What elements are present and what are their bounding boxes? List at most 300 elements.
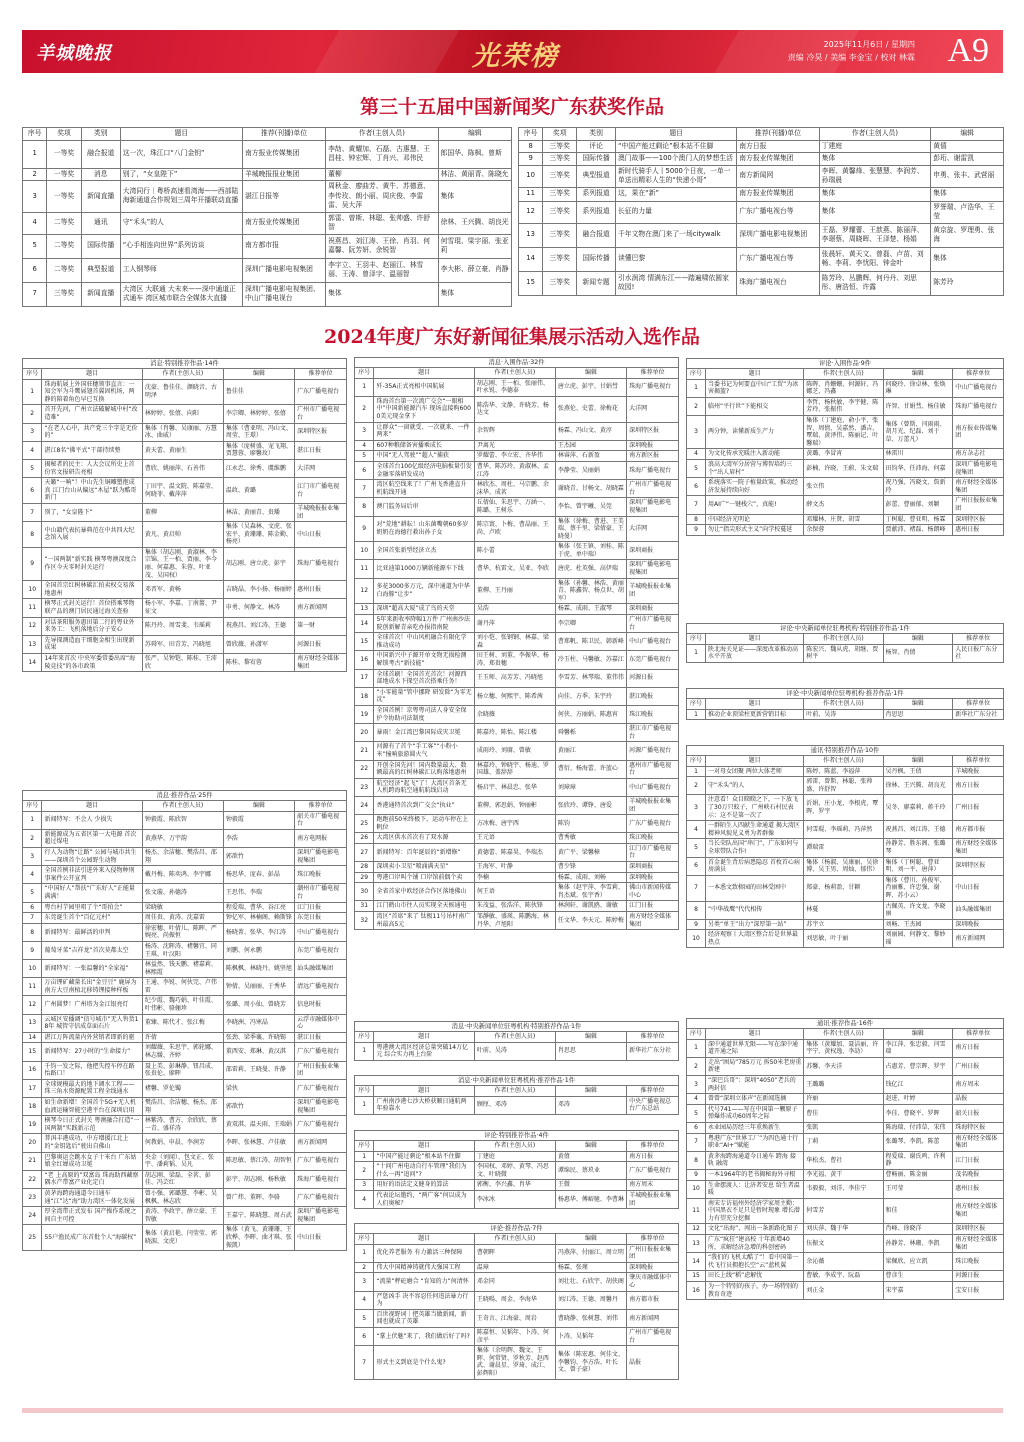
unit: 人民日报广东分社 — [953, 644, 1004, 662]
table-header-row — [23, 801, 347, 812]
editors: 集体 — [438, 282, 511, 306]
unit: 羊城晚报报业集团 — [627, 796, 679, 814]
work-title: 5年来新收率降幅1万件 广州南沙法院创新解青亲吃办报指南院 — [374, 615, 474, 633]
table-row — [23, 884, 347, 902]
award-level: 三等奖 — [543, 140, 577, 153]
column-header: 编辑 — [223, 369, 294, 380]
authors: 何教娟、申晨、李润芳 — [142, 1134, 223, 1152]
unit: 南方新区报 — [627, 451, 679, 462]
table-row — [355, 651, 679, 669]
unit: 深圳广播电影电视集团 — [295, 847, 347, 865]
table-header-row — [687, 756, 1004, 767]
row-number: 12 — [23, 996, 42, 1014]
table-row — [23, 234, 512, 258]
authors: 陈丹玲、周雪斐、韦瑶莉 — [142, 617, 223, 635]
row-number: 7 — [23, 503, 42, 521]
row-number: 9 — [687, 1169, 706, 1180]
editors: 曾广炜、董晖、李骆 — [223, 1188, 294, 1206]
column-header: 推荐单位 — [953, 699, 1004, 710]
editors: 古佩英、许文龙、李晓丽 — [883, 901, 953, 919]
table-row — [519, 247, 1004, 271]
table-caption: 消息·中央新闻单位驻粤机构·推荐作品·1件 — [354, 1075, 679, 1085]
category: 评论 — [577, 140, 616, 153]
editors: 王嘉宁、陈晓慧、周占武 — [223, 1207, 294, 1225]
unit: 茂名晚报 — [953, 1169, 1004, 1180]
authors: 成雨玲、刘赓、曾敏 — [474, 742, 555, 760]
table-row — [355, 687, 679, 705]
row-number: 8 — [687, 901, 706, 919]
editors: 曹畅丽、陈金丽 — [883, 1169, 953, 1180]
work-title: 航空经济“起飞”了！大湾区首条无人机跨海航空通航航线启动 — [374, 778, 474, 796]
category: 新闻直播 — [81, 181, 120, 213]
authors: 叶前、吴涛 — [804, 709, 883, 720]
column-header: 推荐单位 — [953, 1029, 1004, 1040]
row-number: 16 — [687, 1282, 706, 1300]
authors: 刘思敏、叶于丽 — [804, 930, 883, 948]
table-row — [355, 1273, 679, 1291]
column-header: 作者(主创人员) — [474, 1234, 555, 1245]
table-row — [687, 1039, 1004, 1057]
editors: 江永忠、徐秀、虞维鹏 — [223, 459, 294, 477]
column-header: 序号 — [687, 369, 706, 380]
row-number: 6 — [23, 478, 42, 504]
award-section-title: 第三十五届中国新闻奖广东获奖作品 — [359, 96, 664, 118]
row-number: 27 — [355, 843, 374, 861]
row-number: 25 — [23, 1225, 42, 1251]
selection-table — [686, 358, 1004, 536]
column-header: 题目 — [706, 756, 804, 767]
editors: 申勇、张丰、武营丽 — [931, 165, 1004, 187]
table-row — [519, 153, 1004, 166]
authors: 纪少霞、魏巧娟、叶佳霞、叶伟彬、骆俪珍 — [142, 996, 223, 1014]
editors: 任文华、李天元、陈婷梅 — [555, 912, 626, 930]
column-header: 序号 — [519, 128, 543, 141]
award-level: 一等奖 — [47, 140, 81, 168]
unit: 新华社广东分社 — [627, 1042, 679, 1060]
work-title: 中国新兴中子源开单文物无损检测 解锁考古“新技能” — [374, 651, 474, 669]
unit: 湛江日报等 — [243, 181, 326, 213]
authors: 伍振文 — [804, 1235, 883, 1253]
unit: 珠海特区报 — [953, 1122, 1004, 1133]
unit: 汕头融媒集团 — [953, 901, 1004, 919]
row-number: 4 — [355, 1291, 374, 1309]
editors: 曹少锋 — [555, 862, 626, 873]
editors: 集体（吴森林、文虎、张宏平、黄珊珊、陈金勤、杨亮） — [223, 522, 294, 548]
column-header: 推荐单位 — [627, 368, 679, 379]
issue-date: 2025年11月6日 / 星期四 — [823, 40, 915, 49]
editors: 许智、甘娟彗、杨佳敏 — [883, 397, 953, 415]
column-header: 序号 — [23, 128, 47, 141]
editors: 刘江涛、王德、周馨丹 — [555, 1291, 626, 1309]
table-row — [687, 1224, 1004, 1235]
work-title: 田长上线“稻”虑解忧 — [706, 1271, 804, 1282]
selection-table — [354, 357, 679, 930]
editors: 集体（庞树盛、宠飞翔、贾慧蓉、廖馨玫） — [223, 441, 294, 459]
newspaper-logo: 羊城晚报 — [36, 43, 112, 64]
work-title: 新闻特写：27小时的“生命接力” — [42, 1043, 142, 1061]
editors: 陈桂、黎宥蓉 — [223, 654, 294, 672]
table-row — [519, 223, 1004, 247]
row-number: 1 — [687, 644, 706, 662]
authors: 李晖、黄馨烽、张慧慧、李润芳、孙瑞晨 — [819, 165, 931, 187]
unit: 珠海广播电视台 — [295, 1170, 347, 1188]
work-title: 当委书记为何要直中山“工贸”为冰害揭篮? — [706, 379, 804, 397]
row-number: 6 — [687, 478, 706, 496]
award-level: 三等奖 — [543, 153, 577, 166]
editors: 张璐琴、李凯、陈蕾 — [883, 1133, 953, 1151]
column-header: 题目 — [706, 634, 804, 645]
table-row — [355, 1042, 679, 1060]
row-number: 15 — [687, 1271, 706, 1282]
unit: 珠海广播电视台 — [627, 378, 679, 396]
row-number: 5 — [687, 839, 706, 857]
table-caption: 消息·入围作品·32件 — [354, 357, 679, 367]
category: 消息 — [81, 168, 120, 181]
row-number: 18 — [23, 1098, 42, 1116]
work-title: 中山籍代表抗暴典范在中共四大纪念馆入展 — [42, 522, 142, 548]
authors: 董柳、王丹丽 — [474, 578, 555, 604]
row-number: 10 — [355, 542, 374, 560]
editors: 林洁、黄丽青、贵璠 — [223, 503, 294, 521]
row-number: 9 — [519, 153, 543, 166]
editors: 曾欣薇、孙潇军 — [223, 635, 294, 653]
work-title: 浪高大湾军分居营与博智培约三个“出人眉村” — [706, 459, 804, 477]
table-row — [355, 1262, 679, 1273]
unit: 羊城晚报报业集团 — [627, 578, 679, 604]
work-title: 先导探测造血干细胞金相生出现新成果 — [42, 635, 142, 653]
unit: 南方报业传媒集团 — [737, 153, 819, 166]
row-number: 15 — [355, 633, 374, 651]
table-row — [687, 1253, 1004, 1271]
row-number: 11 — [23, 978, 42, 996]
unit: 大洋网 — [627, 396, 679, 422]
unit: 珠海广播电视台 — [627, 461, 679, 479]
row-number: 24 — [355, 796, 374, 814]
editors: 集体（张王镇、刘桂、陈于虎、单中瑞） — [555, 542, 626, 560]
authors: 林婷婷、张僖、向阳 — [142, 405, 223, 423]
table-row — [23, 902, 347, 913]
work-title: “掌上伏魅”来了，我们做后好了吗? — [374, 1327, 474, 1345]
row-number: 12 — [687, 1224, 706, 1235]
table-row — [355, 705, 679, 723]
table-row — [23, 379, 347, 405]
column-header: 推荐单位 — [295, 801, 347, 812]
editors: 董西安、郑琳、黄汉淇 — [223, 1043, 294, 1061]
column-header: 序号 — [355, 368, 374, 379]
unit: 南方周末 — [627, 1180, 679, 1191]
editors: 彭宇、胡志刚、杨秋敏 — [223, 1170, 294, 1188]
unit: 惠州日报 — [953, 525, 1004, 536]
column-header: 编辑 — [883, 369, 953, 380]
category: 国际传播 — [577, 153, 616, 166]
table-row — [23, 1014, 347, 1032]
unit: 佛山市新闻传媒中心 — [627, 883, 679, 901]
column-header: 题目 — [120, 128, 242, 141]
work-title: 珠海航展上外国驻穗领事直言：一知会军为斗鹰展翅首翼固机场，两静的陪着角色早已互换 — [42, 379, 142, 405]
row-number: 1 — [687, 379, 706, 397]
row-number: 9 — [687, 919, 706, 930]
table-row — [687, 919, 1004, 930]
editors: 集体（孙馨、林浩、黄丽青、陈鑫智、杨点世、胡军） — [555, 578, 626, 604]
editors: 集体（赵宇萍、李雪莉、肖杰斌、张宇香） — [555, 883, 626, 901]
column-header: 推荐单位 — [627, 1141, 679, 1152]
work-title: 广东“疯狂”建高校 十年新增40所，求解经济急增的科创密码 — [706, 1235, 804, 1253]
column-header: 作者(主创人员) — [474, 1086, 555, 1097]
authors: 林蔓 — [804, 901, 883, 919]
unit: 宝安日报 — [953, 1282, 1004, 1300]
table-row — [687, 644, 1004, 662]
editors: 杨霖、成雨、刘畅 — [555, 872, 626, 883]
unit: 南方都市报 — [243, 234, 326, 258]
unit: 广州日报 — [953, 795, 1004, 821]
table-row — [23, 960, 347, 978]
editors: 集体 — [931, 247, 1004, 271]
table-row — [687, 1094, 1004, 1105]
row-number: 7 — [687, 875, 706, 901]
row-number: 3 — [355, 1180, 374, 1191]
work-title: 为文化传承充暖注入新动能 — [706, 449, 804, 460]
authors: 集体（黄启艳、闫莹莹、郭晓湄、文虎） — [142, 1225, 223, 1251]
authors: 集体 — [326, 282, 438, 306]
work-title: 粤台村芋园里唱了个“哥拍会” — [42, 902, 142, 913]
unit: 深圳晚报 — [627, 1262, 679, 1273]
table-row — [23, 581, 347, 599]
editors: 王可莹 — [883, 1180, 953, 1198]
category: 国际传播 — [577, 247, 616, 271]
table-row — [355, 1096, 679, 1114]
editors: 钱亿江 — [883, 1075, 953, 1093]
unit: 江门日报 — [953, 1151, 1004, 1169]
work-title: 开创全国先河！国内数量最大、数额最高的红树林碳汇认购落地惠州 — [374, 760, 474, 778]
category: 融合报道 — [577, 223, 616, 247]
table-row — [355, 498, 679, 516]
unit: 东莞日报 — [295, 913, 347, 924]
work-title: “中国好人”帮扶“广东好人”正能量满满！ — [42, 884, 142, 902]
row-number: 5 — [687, 1104, 706, 1122]
authors: 张凯 — [804, 1122, 883, 1133]
authors: 刘庆萍、魏于华 — [804, 1224, 883, 1235]
column-header: 作者(主创人员) — [804, 699, 883, 710]
editors: 祝乃强、冯晓文、詹新玲 — [883, 478, 953, 496]
table-row — [23, 1032, 347, 1043]
selection-section-title: 2024年度广东好新闻征集展示活动入选作品 — [324, 326, 700, 348]
unit: 江门日报 — [627, 901, 679, 912]
work-title: 湛江8名“佛平式”干部持续整 — [42, 441, 142, 459]
authors: 集体 — [819, 187, 931, 201]
authors: 刘耀薇、朱思宇、郭轮娜、林志媛、齐婷 — [142, 1043, 223, 1061]
editors: 集体（曹川、孙俊军、肖丽雅、许忠强、谢晖、苏小云） — [883, 875, 953, 901]
work-title: 中国“无人驾驶”“超人”捕获 — [374, 451, 474, 462]
category: 系列报道 — [577, 201, 616, 223]
table-row — [23, 1116, 347, 1134]
table-row — [687, 1180, 1004, 1198]
row-number: 4 — [355, 440, 374, 451]
authors: 苏宇立 — [804, 919, 883, 930]
authors: 苏馨、李天洋 — [804, 1057, 883, 1075]
row-number: 19 — [23, 1116, 42, 1134]
work-title: 中国经济光明论 — [706, 514, 804, 525]
category: 通讯 — [81, 212, 120, 234]
work-title: “一国两制”新实践 横琴粤澳深度合作区今天零时封关运行 — [42, 547, 142, 580]
award-level: 一等奖 — [47, 168, 81, 181]
work-title: 深中通道世界无限——写在深中通道开通之际 — [706, 1039, 804, 1057]
work-title: 深圳卖小卫星“喷涌满天星” — [374, 862, 474, 873]
row-number: 2 — [23, 168, 47, 181]
authors: 杨启宇、林晨忠、张华 — [474, 778, 555, 796]
editors: 集体（曾斯、闫雨雨、胡月光、纪磊、刘于草、万蕾凡） — [883, 415, 953, 448]
authors: 沈豪、鲁佳佳、颜晓音、古明泽 — [142, 379, 223, 405]
editors: 陈枫枫、林晓丹、姚坚旭 — [223, 960, 294, 978]
authors: 苏舜军、田青芳、冯晓旭 — [142, 635, 223, 653]
work-title: 湾区“首席”来了 钛极11号吊杆南广州最高5元 — [374, 912, 474, 930]
unit: 深圳广播电影电视集团 — [737, 223, 819, 247]
work-title: 新闻特写：最鲜活的审判 — [42, 923, 142, 941]
row-number: 16 — [23, 1061, 42, 1079]
editors: 张劲、梁季襄、许晓锡 — [223, 1032, 294, 1043]
row-number: 21 — [355, 742, 374, 760]
authors: 丁建庭 — [819, 140, 931, 153]
work-title: 澳门监务局后审 — [374, 498, 474, 516]
table-row — [355, 1162, 679, 1180]
row-number: 8 — [687, 514, 706, 525]
table-row — [687, 1198, 1004, 1224]
authors: 陈晖、肖姗姗、何源轩、冯娜芝、冯鑫 — [804, 379, 883, 397]
award-level: 三等奖 — [543, 165, 577, 187]
row-number: 30 — [355, 883, 374, 901]
authors: 集体 — [819, 153, 931, 166]
row-number: 5 — [23, 459, 42, 477]
work-title: 当长荣队出国“串门”，广东如何与全球带队合作! — [706, 839, 804, 857]
editors: 黄丽江 — [555, 742, 626, 760]
authors: 韦毅毅、刘洋、李佳宁 — [804, 1180, 883, 1198]
work-title: 天籁“一响”！中山先生铜雕塑抱成真 江门台山从偏远“木屋”跃为酷哥新门 — [42, 478, 142, 504]
editors: 陈钧 — [555, 815, 626, 833]
work-title: 巴黎奥运会跳水女子十米台 广东姑娘全红婵成功卫冕 — [42, 1152, 142, 1170]
unit: 珠江晚报 — [627, 705, 679, 723]
column-header: 作者(主创人员) — [474, 1032, 555, 1043]
authors: 胡志刚、王一栢、张丽伟、叶永锐、李德泰 — [474, 378, 555, 396]
work-title: 万亩锂矿藏量长出“金豆豆” 鹿屏为南方大豆南植北移铸锂接种样板 — [42, 978, 142, 996]
selection-table — [22, 358, 347, 672]
row-number: 15 — [23, 1043, 42, 1061]
column-header: 序号 — [355, 1141, 374, 1152]
unit: 中山日报 — [953, 875, 1004, 901]
work-title: “我们的飞机太酷了”！看中国第一代飞行员拥抱长空“云”蓝机翼 — [706, 1253, 804, 1271]
row-number: 12 — [519, 201, 543, 223]
unit: 南方新闻网 — [953, 930, 1004, 948]
table-row — [23, 635, 347, 653]
column-header: 作者(主创人员) — [804, 756, 883, 767]
authors: 杨杰、余洁穗、樊浩昌、邵翔 — [142, 847, 223, 865]
work-title: 暴雨！金江湾巴黎国际成灾卫冕 — [374, 724, 474, 742]
unit: 南方财经全媒体集团 — [627, 912, 679, 930]
row-number: 26 — [355, 833, 374, 844]
category: 新闻专题 — [577, 271, 616, 295]
authors: 刘正金 — [804, 1282, 883, 1300]
row-number: 13 — [23, 635, 42, 653]
column-header: 作者(主创人员) — [326, 128, 438, 141]
column-header: 题目 — [374, 1234, 474, 1245]
authors: 杨涛、沈晖涛、褚馨宜、同王琪、叶汉阳 — [142, 941, 223, 959]
work-title: 经济观察丨大湾区整合后是世界最热点 — [706, 930, 804, 948]
authors: 陈宏兴、魏从虎、胡继、贾树平 — [804, 644, 883, 662]
editors: 贾献沛、褚磊、杨朗峰 — [883, 525, 953, 536]
authors: 丁田宇、温文院、陈嘉莹、何晓菲、戴萍萍 — [142, 478, 223, 504]
table-header-row — [23, 369, 347, 380]
row-number: 17 — [23, 1079, 42, 1097]
award-table-right — [518, 127, 1004, 296]
table-header-row — [355, 1141, 679, 1152]
editors: 杨霖、冯山文、黄淳 — [555, 422, 626, 440]
work-title: 生命摆渡人：让济者安息 给生者温暖 — [706, 1180, 804, 1198]
unit: 湛江晚报 — [627, 687, 679, 705]
unit: 南方报业传媒集团 — [243, 212, 326, 234]
unit: 大洋网 — [295, 459, 347, 477]
unit: 南方杂志社 — [953, 449, 1004, 460]
column-header: 推荐单位 — [295, 369, 347, 380]
unit: 广州日报 — [953, 1057, 1004, 1075]
row-number: 3 — [23, 423, 42, 441]
work-title: 工人钢琴师 — [120, 258, 242, 282]
row-number: 25 — [355, 815, 374, 833]
unit: 惠州市广播电视台 — [627, 760, 679, 778]
work-title: 对话茶阳服务惠田第二行的粤业外来务工：飞机落地后分子安心 — [42, 617, 142, 635]
editors: 肖思思 — [883, 709, 953, 720]
authors: 聂上美、彭琳静、钮昌成、张贵伦、廖晖 — [142, 1061, 223, 1079]
editors: 向佳、方季、朱宇玲 — [555, 687, 626, 705]
table-row — [355, 742, 679, 760]
editors: 李江萍、张忠毅、闫雪瑞 — [883, 1039, 953, 1057]
row-number: 29 — [355, 872, 374, 883]
authors: 彭楠、许晓、王蔚、朱文瑞 — [804, 459, 883, 477]
work-title: 文化“出海”，闯出一条新路化图子 — [706, 1224, 804, 1235]
table-row — [687, 1271, 1004, 1282]
editors: 吴冬、廖嘉莉、蒋千玲 — [883, 795, 953, 821]
authors: 李楠 — [474, 872, 555, 883]
work-title: 伟大中国精神铸就伟大强国工程 — [374, 1262, 474, 1273]
row-number: 13 — [519, 223, 543, 247]
column-header: 序号 — [23, 369, 42, 380]
column-header: 编辑 — [883, 756, 953, 767]
editors: 李晖、张林慧、卢佳敏 — [223, 1134, 294, 1152]
editors: 唐立虎、彭宇、甘娟彗 — [555, 378, 626, 396]
row-number: 10 — [687, 1180, 706, 1198]
unit: 南方财经全媒体集团 — [953, 478, 1004, 496]
work-title: 607种粮储备害播乘成长 — [374, 440, 474, 451]
table-row — [23, 1152, 347, 1170]
table-row — [355, 480, 679, 498]
unit: 深圳商报 — [627, 542, 679, 560]
editors: 李雪芳、林琴瑞、董伟伟 — [555, 669, 626, 687]
unit: 惠州日报 — [295, 581, 347, 599]
row-number: 5 — [23, 234, 47, 258]
unit: 湛江市广播电视台 — [627, 724, 679, 742]
authors: 郭衡、李兴鑫、肖华 — [474, 1180, 555, 1191]
table-row — [355, 516, 679, 542]
table-row — [23, 1134, 347, 1152]
work-title: 这一次，珠江口“八门金钥” — [120, 140, 242, 168]
work-title: 横琴今日正式封关 粤澳融合打造“一国两制”实践新示范 — [42, 1116, 142, 1134]
table-header-row — [355, 1086, 679, 1097]
table-row — [23, 847, 347, 865]
authors: 张严、吴钟铠、陈桂、王沛欣 — [142, 654, 223, 672]
row-number: 5 — [355, 1309, 374, 1327]
authors: 陈婷、陈蓝、李福萍 — [804, 766, 883, 777]
table-row — [687, 1235, 1004, 1253]
row-number: 4 — [23, 441, 42, 459]
work-title: 东莞诞生首个“百亿元村” — [42, 913, 142, 924]
unit: 晶报 — [627, 1346, 679, 1379]
